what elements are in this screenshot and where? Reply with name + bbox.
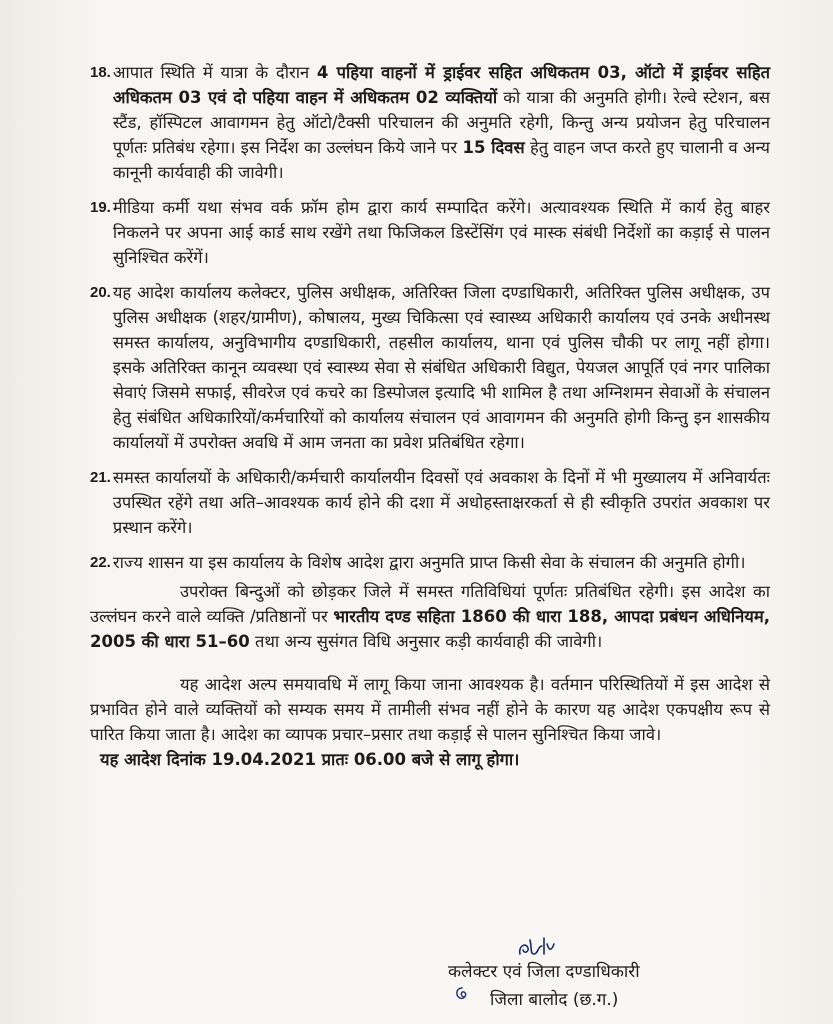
clause-text: समस्त कार्यालयों के अधिकारी/कर्मचारी कार्यालयीन दिवसों एवं अवकाश के दिनों में भी मुख्यालय में अनिवार्यतः उपस्थित रहेंगे तथा अति–आवश्यक कार्य होने की दशा में अधोहस्ताक्षरकर्ता से ही स्वीकृति उपरांत अवकाश पर प्रस्थान करेंगे।	[112, 468, 770, 537]
clause-text-part: आपात स्थिति में यात्रा के दौरान	[112, 63, 317, 82]
clause-text: यह आदेश कार्यालय कलेक्टर, पुलिस अधीक्षक, अतिरिक्त जिला दण्डाधिकारी, अतिरिक्त पुलिस अधीक्षक, उप पुलिस अधीक्षक (शहर/ग्रामीण), कोषालय, मुख्य चिकित्सा एवं स्वास्थ्य अधिकारी कार्यालय एवं उनके अधीनस्थ समस्त कार्यालय, अनुविभागीय दण्डाधिकारी, तहसील कार्यालय, थाना एवं पुलिस चौकी पर लागू नहीं होगा। इसके अतिरिक्त कानून व्यवस्था एवं स्वास्थ्य सेवा से संबंधित अधिकारी विद्युत, पेयजल आपूर्ति एवं नगर पालिका सेवाएं जिसमे सफाई, सीवरेज एवं कचरे का डिस्पोजल इत्यादि भी शामिल है तथा अग्निशमन सेवाओं के संचालन हेतु संबंधित अधिकारियों/कर्मचारियों को कार्यालय संचालन एवं आवागमन की अनुमति होगी किन्तु इन शासकीय कार्यालयों में उपरोक्त अवधि में आम जनता का प्रवेश प्रतिबंधित रहेगा।	[112, 283, 770, 452]
paragraph-text-bold: भारतीय दण्ड सहिता 1860 की धारा 188, आपदा प्रबंधन अधिनियम, 2005 की धारा 51–60	[90, 607, 770, 651]
signatory-district: जिला बालोद (छ.ग.)	[490, 990, 619, 1010]
clause-text-part: को यात्रा की अनुमति होगी। रेल्वे स्टेशन, बस स्टैंड, हॉस्पिटल आवागमन हेतु ऑटो/टैक्सी परिचालन की अनुमति रहेगी, किन्तु अन्य प्रयोजन हेतु परिचालन पूर्णतः प्रतिबंध रहेगा। इस निर्देश का उल्लंघन किये जाने पर	[112, 88, 770, 157]
clause-number: 19.	[90, 199, 111, 216]
ex-parte-paragraph: यह आदेश अल्प समयावधि में लागू किया जाना आवश्यक है। वर्तमान परिस्थितियों में इस आदेश से प्रभावित होने वाले व्यक्तियों को सम्यक समय में तामीली संभव नहीं होने के कारण यह आदेश एकपक्षीय रूप से पारित किया जाता है। आदेश का व्यापक प्रचार–प्रसार तथा कड़ाई से पालन सुनिश्चित किया जावे।	[90, 675, 770, 744]
paragraph-text-part: तथा अन्य सुसंगत विधि अनुसार कड़ी कार्यवाही की जावेगी।	[249, 632, 603, 651]
clause-text: मीडिया कर्मी यथा संभव वर्क फ्रॉम होम द्वारा कार्य सम्पादित करेंगे। अत्यावश्यक स्थिति में कार्य हेतु बाहर निकलने पर अपना आई कार्ड साथ रखेंगे तथा फिजिकल डिस्टेंसिंग एवं मास्क संबंधी निर्देशों का कड़ाई से पालन सुनिश्चित करेंगें।	[112, 198, 770, 267]
clause-number: 18.	[90, 64, 111, 81]
clause-text	[113, 60, 770, 185]
signature-block	[448, 958, 768, 1014]
clause-text-part: हेतु वाहन जप्त करते हुए चालानी व अन्य कानूनी कार्यवाही की जावेगी।	[112, 138, 770, 182]
clause-22	[90, 550, 770, 575]
penalty-paragraph	[90, 579, 770, 654]
clause-18	[90, 60, 770, 185]
clause-20	[90, 280, 770, 455]
initials-signature	[516, 934, 556, 960]
clause-number: 21.	[90, 469, 111, 486]
clause-21	[90, 465, 770, 540]
paragraph-text-part: उपरोक्त बिन्दुओं को छोड़कर जिले में समस्त गतिविधियां पूर्णतः प्रतिबंधित रहेगी। इस आदेश का उल्लंघन करने वाले व्यक्ति /प्रतिष्ठानों पर	[90, 582, 770, 626]
document-body	[90, 60, 770, 772]
clause-text-bold: 4 पहिया वाहनों में ड्राईवर सहित अधिकतम 03, ऑटो में ड्राईवर सहित अधिकतम 03 एवं दो पहिया वाहन में अधिकतम 02 व्यक्तियों	[112, 63, 770, 107]
clause-number: 22.	[90, 554, 111, 571]
clause-19	[90, 195, 770, 270]
clause-number: 20.	[90, 284, 111, 301]
clause-text: राज्य शासन या इस कार्यालय के विशेष आदेश द्वारा अनुमति प्राप्त किसी सेवा के संचालन की अनुमति होगी।	[112, 553, 746, 572]
clause-text-bold: 15 दिवस	[462, 138, 525, 157]
signatory-designation: कलेक्टर एवं जिला दण्डाधिकारी	[448, 962, 640, 982]
effective-date-line: यह आदेश दिनांक 19.04.2021 प्रातः 06.00 बजे से लागू होगा।	[100, 750, 520, 769]
